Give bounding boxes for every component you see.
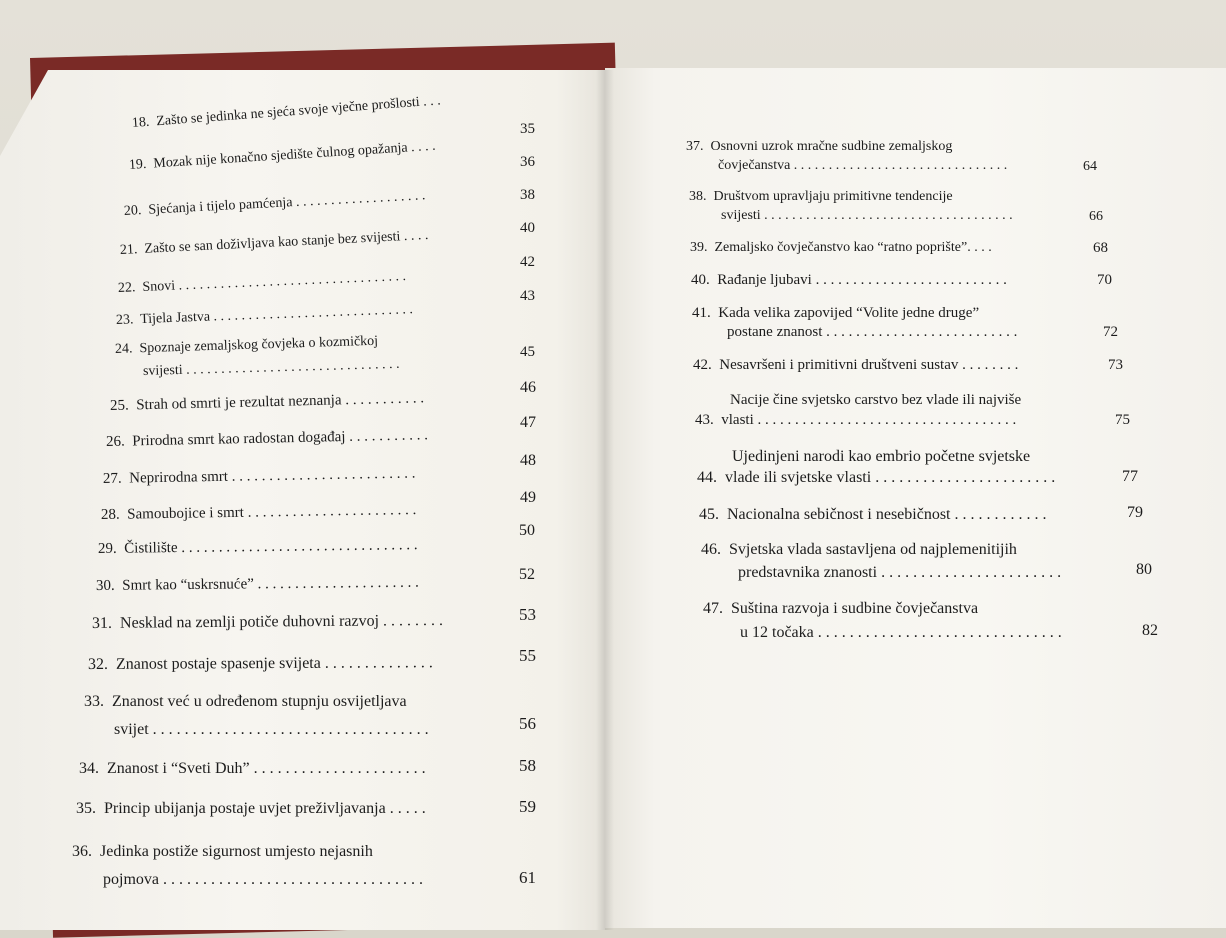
toc-entry: 30. Smrt kao “uskrsnuće” . . . . . . . . . . . . . . . . . . . . . . [95, 574, 419, 594]
toc-page-number: 46 [520, 379, 536, 396]
toc-entry: 45. Nacionalna sebičnost i nesebičnost . . . . . . . . . . . . [699, 506, 1047, 523]
toc-page-number: 80 [1136, 561, 1152, 578]
toc-entry: 24. Spoznaje zemaljskog čovjeka o kozmičkoj [114, 333, 379, 357]
toc-entry-continuation: postane znanost . . . . . . . . . . . . . . . . . . . . . . . . . . [727, 324, 1018, 340]
toc-page-number: 35 [520, 121, 535, 137]
toc-page-number: 72 [1103, 324, 1118, 340]
toc-entry: 21. Zašto se san doživljava kao stanje bez svijesti . . . . [119, 227, 429, 258]
toc-page-number: 66 [1089, 209, 1103, 224]
toc-page-number: 49 [520, 489, 536, 506]
toc-entry: 46. Svjetska vlada sastavljena od najplemenitijih [701, 541, 1017, 558]
toc-page-number: 64 [1083, 159, 1097, 174]
toc-page-number: 73 [1108, 357, 1123, 373]
toc-page-number: 48 [520, 452, 536, 469]
toc-entry: 44. vlade ili svjetske vlasti . . . . . . . . . . . . . . . . . . . . . . . [697, 469, 1056, 486]
toc-entry: 31. Nesklad na zemlji potiče duhovni razvoj . . . . . . . . [91, 611, 444, 632]
toc-page-number: 42 [520, 254, 535, 270]
toc-entry: 26. Prirodna smrt kao radostan događaj . . . . . . . . . . . [105, 427, 429, 450]
toc-page-number: 53 [519, 605, 536, 624]
toc-entry: 38. Društvom upravljaju primitivne tendencije [689, 189, 953, 204]
toc-entry-continuation: svijet . . . . . . . . . . . . . . . . . . . . . . . . . . . . . . . . . . . [114, 721, 429, 738]
toc-page-number: 79 [1127, 504, 1143, 521]
toc-entry: 40. Rađanje ljubavi . . . . . . . . . . . . . . . . . . . . . . . . . . [691, 272, 1007, 288]
toc-entry: 35. Princip ubijanja postaje uvjet preživljavanja . . . . . [76, 800, 426, 817]
book-gutter [596, 70, 614, 930]
toc-page-number: 50 [519, 522, 535, 539]
toc-page-number: 59 [519, 797, 536, 816]
toc-page-number: 77 [1122, 468, 1138, 485]
toc-entry: 20. Sjećanja i tijelo pamćenja . . . . . . . . . . . . . . . . . . . [123, 188, 426, 219]
toc-page-number: 47 [520, 414, 536, 431]
toc-entry: 22. Snovi . . . . . . . . . . . . . . . . . . . . . . . . . . . . . . . . . [117, 268, 407, 296]
toc-page-number: 56 [519, 714, 536, 733]
toc-entry: 47. Suština razvoja i sudbine čovječanstva [703, 600, 979, 617]
toc-entry-continuation: predstavnika znanosti . . . . . . . . . . . . . . . . . . . . . . . [738, 564, 1062, 581]
toc-entry: 42. Nesavršeni i primitivni društveni sustav . . . . . . . . [693, 357, 1019, 373]
toc-entry: 19. Mozak nije konačno sjedište čulnog opažanja . . . . [128, 138, 436, 173]
toc-entry: 32. Znanost postaje spasenje svijeta . . . . . . . . . . . . . . [87, 654, 433, 673]
toc-entry: 43. vlasti . . . . . . . . . . . . . . . . . . . . . . . . . . . . . . . . . . . [695, 412, 1017, 428]
toc-entry: 18. Zašto se jedinka ne sjeća svoje vječne prošlosti . . . [131, 93, 442, 131]
toc-page-number: 58 [519, 756, 536, 775]
toc-entry-continuation: svijesti . . . . . . . . . . . . . . . . . . . . . . . . . . . . . . . [142, 356, 400, 379]
toc-page-number: 45 [520, 344, 535, 360]
toc-entry: 34. Znanost i “Sveti Duh” . . . . . . . . . . . . . . . . . . . . . . [79, 760, 426, 777]
toc-page-number: 55 [519, 646, 536, 665]
toc-entry: 23. Tijela Jastva . . . . . . . . . . . . . . . . . . . . . . . . . . . . . [115, 302, 414, 328]
toc-entry-continuation: u 12 točaka . . . . . . . . . . . . . . . . . . . . . . . . . . . . . . . [740, 624, 1062, 641]
toc-entry: 37. Osnovni uzrok mračne sudbine zemaljskog [686, 139, 953, 154]
toc-entry: 27. Neprirodna smrt . . . . . . . . . . . . . . . . . . . . . . . . . [102, 465, 416, 487]
toc-page-number: 38 [520, 187, 535, 203]
toc-entry: 33. Znanost već u određenom stupnju osvijetljava [84, 693, 407, 710]
toc-entry: 25. Strah od smrti je rezultat neznanja . . . . . . . . . . . [109, 390, 425, 414]
toc-entry: 41. Kada velika zapovijed “Volite jedne druge” [692, 305, 980, 321]
toc-entry: 39. Zemaljsko čovječanstvo kao “ratno poprište”. . . . [690, 240, 992, 255]
toc-entry-first-line: Nacije čine svjetsko carstvo bez vlade ili najviše [730, 392, 1022, 408]
toc-entry-continuation: čovječanstva . . . . . . . . . . . . . . . . . . . . . . . . . . . . . . . [718, 158, 1008, 173]
toc-page-number: 82 [1142, 622, 1158, 639]
toc-page-number: 70 [1097, 272, 1112, 288]
toc-page-number: 68 [1093, 240, 1108, 256]
toc-page-number: 52 [519, 566, 535, 583]
toc-page-number: 36 [520, 154, 535, 170]
toc-page-number: 43 [520, 288, 535, 304]
toc-page-number: 61 [519, 868, 536, 887]
toc-entry: 36. Jedinka postiže sigurnost umjesto nejasnih [72, 843, 373, 860]
toc-entry-continuation: pojmova . . . . . . . . . . . . . . . . . . . . . . . . . . . . . . . . . [103, 871, 423, 888]
toc-page-number: 40 [520, 220, 535, 236]
toc-entry-first-line: Ujedinjeni narodi kao embrio početne svjetske [732, 448, 1031, 465]
toc-page-number: 75 [1115, 412, 1130, 428]
toc-entry: 28. Samoubojice i smrt . . . . . . . . . . . . . . . . . . . . . . . [100, 502, 417, 523]
toc-entry: 29. Čistilište . . . . . . . . . . . . . . . . . . . . . . . . . . . . . . . . [97, 537, 418, 557]
toc-entry-continuation: svijesti . . . . . . . . . . . . . . . . . . . . . . . . . . . . . . . . . . . . [721, 208, 1013, 223]
